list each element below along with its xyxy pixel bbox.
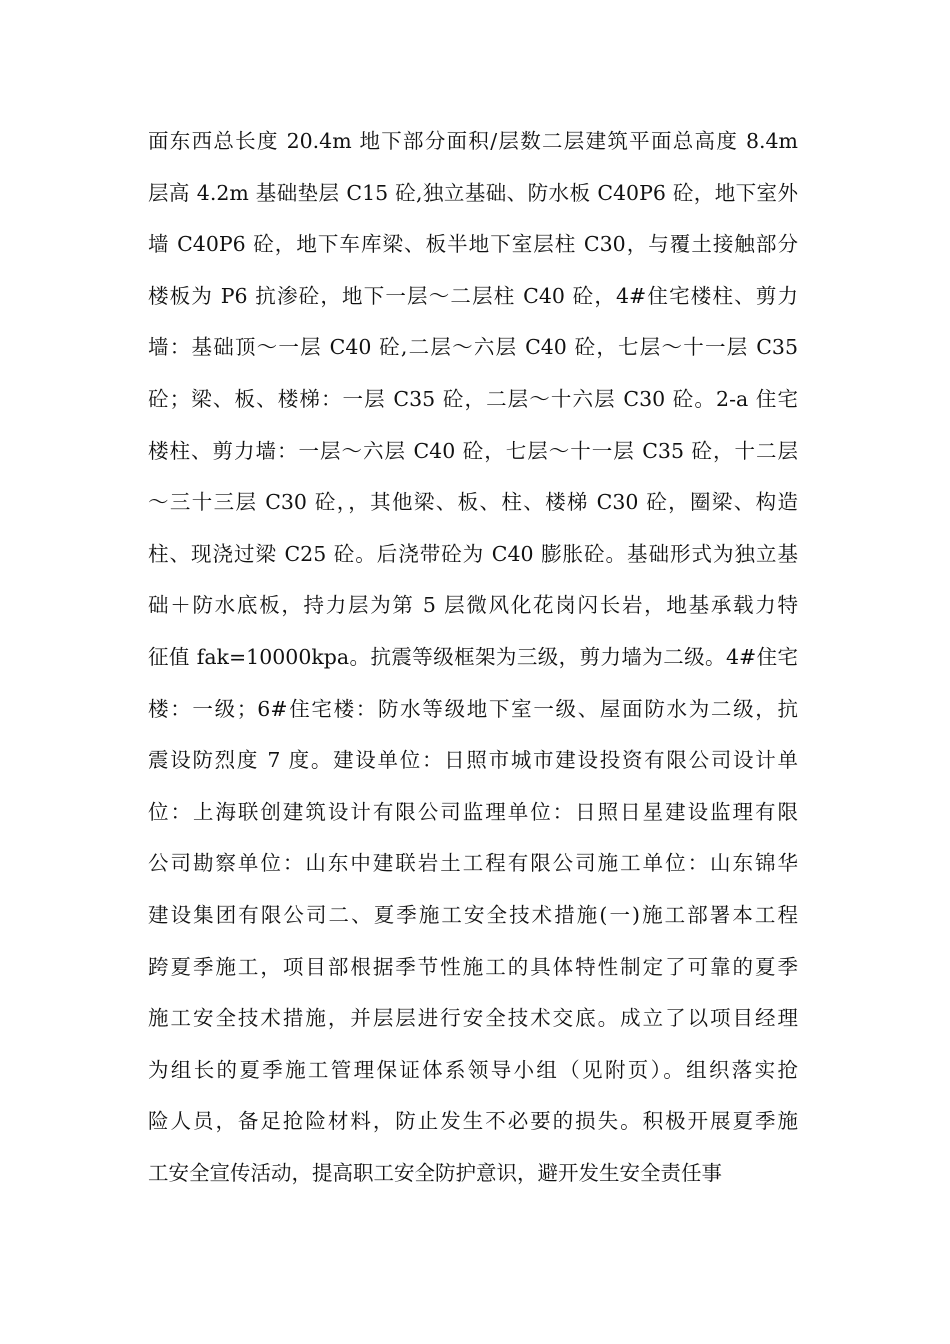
body-text [148, 116, 798, 1199]
text-line-1: 面东西总长度 20.4m 地下部分面积/层数二层建筑平面总高度 8.4m [148, 129, 798, 153]
text-line-8: ～三十三层 C30 砼，，其他梁、板、柱、楼梯 C30 砼，圈梁、构造 [148, 490, 798, 515]
text-line-5: 墙：基础顶～一层 C40 砼,二层～六层 C40 砼，七层～十一层 C35 [148, 335, 798, 360]
text-line-17: 跨夏季施工，项目部根据季节性施工的具体特性制定了可靠的夏季 [148, 954, 798, 979]
text-line-4: 楼板为 P6 抗渗砼，地下一层～二层柱 C40 砼，4#住宅楼柱、剪力 [148, 283, 798, 308]
text-line-2: 层高 4.2m 基础垫层 C15 砼,独立基础、防水板 C40P6 砼，地下室外 [148, 180, 798, 205]
text-line-7: 楼柱、剪力墙：一层～六层 C40 砼，七层～十一层 C35 砼，十二层 [148, 438, 798, 463]
text-line-19: 为组长的夏季施工管理保证体系领导小组（见附页）。组织落实抢 [148, 1057, 798, 1082]
text-line-13: 震设防烈度 7 度。建设单位：日照市城市建设投资有限公司设计单 [148, 748, 798, 773]
text-line-16: 建设集团有限公司二、夏季施工安全技术措施(一)施工部署本工程 [148, 902, 798, 927]
text-line-12: 楼：一级；6#住宅楼：防水等级地下室一级、屋面防水为二级，抗 [148, 696, 798, 721]
text-line-14: 位：上海联创建筑设计有限公司监理单位：日照日星建设监理有限 [148, 799, 798, 824]
text-line-6: 砼；梁、板、楼梯：一层 C35 砼，二层～十六层 C30 砼。2-a 住宅 [148, 386, 798, 411]
text-line-18: 施工安全技术措施，并层层进行安全技术交底。成立了以项目经理 [148, 1006, 798, 1031]
text-line-20: 险人员，备足抢险材料，防止发生不必要的损失。积极开展夏季施 [148, 1109, 798, 1134]
text-line-10: 础＋防水底板，持力层为第 5 层微风化花岗闪长岩，地基承载力特 [148, 593, 798, 618]
text-line-3: 墙 C40P6 砼，地下车库梁、板半地下室层柱 C30，与覆土接触部分 [148, 232, 798, 257]
text-line-15: 公司勘察单位：山东中建联岩土工程有限公司施工单位：山东锦华 [148, 851, 798, 876]
text-line-21: 工安全宣传活动，提高职工安全防护意识，避开发生安全责任事 [148, 1160, 722, 1185]
text-line-11: 征值 fak=10000kpa。抗震等级框架为三级，剪力墙为二级。4#住宅 [148, 644, 798, 669]
text-line-9: 柱、现浇过梁 C25 砼。后浇带砼为 C40 膨胀砼。基础形式为独立基 [148, 541, 798, 566]
